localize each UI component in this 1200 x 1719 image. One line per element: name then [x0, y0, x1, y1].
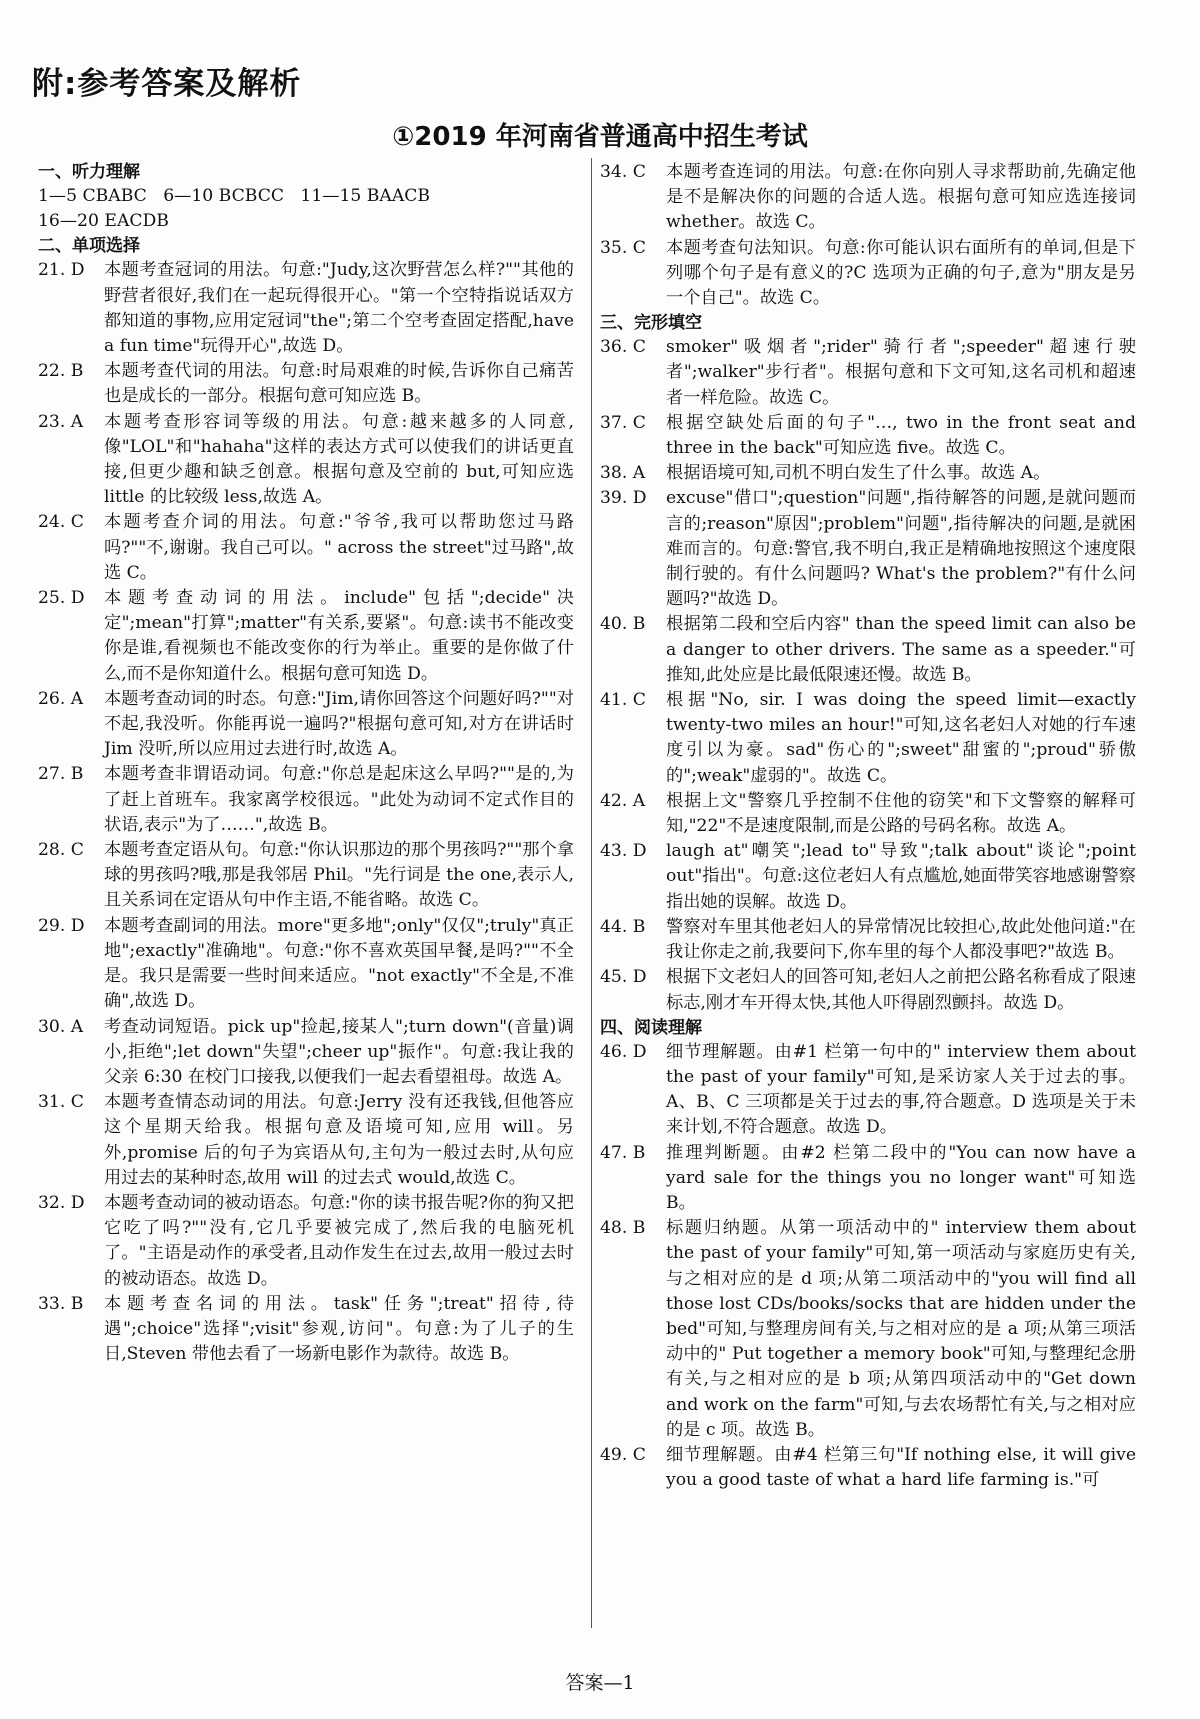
exam-title: ①2019 年河南省普通高中招生考试 — [392, 122, 808, 152]
answer-explanation: 本题考查定语从句。句意:"你认识那边的那个男孩吗?""那个拿球的男孩吗?哦,那是我邻居 Phil。"先行词是 the one,表示人,且关系词在定语从句中作主语,不能省略。故选 C。 — [104, 840, 574, 911]
answer-item — [600, 612, 1136, 688]
answer-item — [38, 359, 574, 409]
answer-number: 30. A — [38, 1016, 84, 1037]
answer-explanation: 本题考查情态动词的用法。句意:Jerry 没有还我钱,但他答应这个星期天给我。根据句意及语境可知,应用 will。另外,promise 后的句子为宾语从句,主句为一般过去时,从句应用过去的某种时态,故用 will 的过去式 would,故选 C。 — [104, 1092, 574, 1188]
answer-item — [38, 762, 574, 838]
answer-number: 24. C — [38, 512, 84, 533]
answer-item — [38, 1015, 574, 1091]
answer-item — [38, 1292, 574, 1368]
answer-item — [38, 510, 574, 586]
right-column — [600, 160, 1136, 1493]
cloze-list — [600, 335, 1136, 1015]
answer-explanation: 本题考查动词的时态。句意:"Jim,请你回答这个问题好吗?""对不起,我没听。你能再说一遍吗?"根据句意可知,对方在讲话时 Jim 没听,所以应用过去进行时,故选 A。 — [104, 688, 574, 760]
answer-number: 48. B — [600, 1218, 646, 1239]
answer-item — [600, 839, 1136, 915]
answer-item — [600, 688, 1136, 789]
answer-explanation: 本题考查句法知识。句意:你可能认识右面所有的单词,但是下列哪个句子是有意义的?C 选项为正确的句子,意为"朋友是另一个自己"。故选 C。 — [666, 237, 1136, 309]
answer-number: 47. B — [600, 1142, 646, 1163]
single-choice-list — [38, 258, 574, 1367]
answer-number: 40. B — [600, 614, 646, 635]
answer-item — [600, 789, 1136, 839]
single-choice-continued-list — [600, 160, 1136, 311]
answer-item — [600, 236, 1136, 312]
answer-explanation: 考查动词短语。pick up"捡起,接某人";turn down"(音量)调小,拒绝";let down"失望";cheer up"振作"。句意:我让我的父亲 6:30 在校门口接我,以便我们一起去看望祖母。故选 A。 — [104, 1016, 574, 1087]
page-number: 答案—1 — [565, 1672, 635, 1694]
answer-explanation: 本题考查介词的用法。句意:"爷爷,我可以帮助您过马路吗?""不,谢谢。我自己可以。" across the street"过马路",故选 C。 — [104, 512, 574, 583]
answer-explanation: smoker"吸烟者";rider"骑行者";speeder"超速行驶者";walker"步行者"。根据句意和下文可知,这名司机和超速者一样危险。故选 C。 — [666, 337, 1136, 408]
answer-number: 38. A — [600, 463, 646, 484]
column-divider — [591, 158, 592, 1628]
answer-item — [38, 1090, 574, 1191]
answer-item — [38, 410, 574, 511]
answer-item — [600, 486, 1136, 612]
answer-explanation: 细节理解题。由#1 栏第一句中的" interview them about the past of your family"可知,是采访家人关于过去的事。A、B、C 三项都是关于过去的事,符合题意。D 选项是关于未来计划,不符合题意。故选 D。 — [666, 1041, 1136, 1138]
answer-number: 41. C — [600, 690, 646, 711]
answer-explanation: 本题考查副词的用法。more"更多地";only"仅仅";truly"真正地";exactly"准确地"。句意:"你不喜欢英国早餐,是吗?""不全是。我只是需要一些时间来适应。"not exactly"不全是,不准确",故选 D。 — [104, 915, 574, 1012]
answer-item — [38, 838, 574, 914]
answer-item — [600, 160, 1136, 236]
answer-explanation: 细节理解题。由#4 栏第三句"If nothing else, it will give you a good taste of what a hard life farming is."可 — [666, 1444, 1136, 1491]
answer-number: 33. B — [38, 1293, 84, 1314]
answer-explanation: 根据第二段和空后内容" than the speed limit can also be a danger to other drivers. The same as a speeder."可推知,此处应是比最低限速还慢。故选 B。 — [666, 614, 1136, 685]
answer-explanation: 本题考查连词的用法。句意:在你向别人寻求帮助前,先确定他是不是解决你的问题的合适人选。根据句意可知应选连接词 whether。故选 C。 — [666, 162, 1136, 233]
answer-number: 25. D — [38, 588, 85, 609]
answer-item — [600, 1216, 1136, 1443]
answer-number: 35. C — [600, 237, 646, 258]
left-column — [38, 160, 574, 1367]
answer-item — [600, 1443, 1136, 1493]
answer-number: 23. A — [38, 411, 84, 432]
answer-number: 22. B — [38, 361, 84, 382]
answer-item — [38, 586, 574, 687]
answer-explanation: 根据上文"警察几乎控制不住他的窃笑"和下文警察的解释可知,"22"不是速度限制,而是公路的号码名称。故选 A。 — [666, 790, 1136, 837]
answer-explanation: 推理判断题。由#2 栏第二段中的"You can now have a yard sale for the things you no longer want"可知选 B。 — [666, 1142, 1136, 1213]
answer-number: 29. D — [38, 915, 85, 936]
answer-item — [38, 914, 574, 1015]
answer-item — [38, 1191, 574, 1292]
listening-answers-line-2: 16—20 EACDB — [38, 211, 169, 232]
answer-number: 36. C — [600, 337, 646, 358]
answer-number: 49. C — [600, 1444, 646, 1465]
answer-item — [600, 461, 1136, 486]
answer-number: 42. A — [600, 790, 646, 811]
answer-number: 21. D — [38, 260, 85, 281]
section-title-cloze: 三、完形填空 — [600, 313, 702, 334]
answer-explanation: 本题考查动词的被动语态。句意:"你的读书报告呢?你的狗又把它吃了吗?""没有,它几乎要被完成了,然后我的电脑死机了。"主语是动作的承受者,且动作发生在过去,故用一般过去时的被动语态。故选 D。 — [104, 1192, 574, 1289]
answer-explanation: laugh at"嘲笑";lead to"导致";talk about"谈论";point out"指出"。句意:这位老妇人有点尴尬,她面带笑容地感谢警察指出她的误解。故选 D。 — [666, 841, 1136, 912]
answer-number: 46. D — [600, 1041, 647, 1062]
answer-explanation: 根据语境可知,司机不明白发生了什么事。故选 A。 — [666, 463, 1051, 484]
answer-explanation: 警察对车里其他老妇人的异常情况比较担心,故此处他问道:"在我让你走之前,我要问下,你车里的每个人都没事吧?"故选 B。 — [666, 916, 1136, 963]
answer-explanation: 本题考查非谓语动词。句意:"你总是起床这么早吗?""是的,为了赶上首班车。我家离学校很远。"此处为动词不定式作目的状语,表示"为了……",故选 B。 — [104, 764, 574, 835]
answer-item — [600, 411, 1136, 461]
answer-number: 45. D — [600, 967, 647, 988]
answer-number: 43. D — [600, 841, 647, 862]
section-title-reading: 四、阅读理解 — [600, 1017, 702, 1038]
answer-item — [38, 687, 574, 763]
answer-number: 44. B — [600, 916, 646, 937]
answer-explanation: 本题考查名词的用法。task"任务";treat"招待,待遇";choice"选择";visit"参观,访问"。句意:为了儿子的生日,Steven 带他去看了一场新电影作为款待。故选 B。 — [104, 1293, 574, 1365]
answer-item — [600, 1141, 1136, 1217]
answer-number: 27. B — [38, 764, 84, 785]
answer-section-header: 附:参考答案及解析 — [32, 66, 302, 102]
answer-number: 34. C — [600, 162, 646, 182]
answer-item — [600, 915, 1136, 965]
answer-explanation: 根据下文老妇人的回答可知,老妇人之前把公路名称看成了限速标志,刚才车开得太快,其他人吓得剧烈颤抖。故选 D。 — [666, 967, 1136, 1013]
answer-number: 32. D — [38, 1192, 85, 1213]
answer-number: 26. A — [38, 688, 84, 709]
answer-number: 28. C — [38, 840, 84, 861]
answer-number: 31. C — [38, 1092, 84, 1113]
answer-explanation: 本题考查形容词等级的用法。句意:越来越多的人同意,像"LOL"和"hahaha"这样的表达方式可以使我们的讲话更直接,但更少趣和缺乏创意。根据句意及空前的 but,可知应选 little 的比较级 less,故选 A。 — [104, 411, 574, 508]
answer-explanation: 本题考查冠词的用法。句意:"Judy,这次野营怎么样?""其他的野营者很好,我们在一起玩得很开心。"第一个空特指说话双方都知道的事物,应用定冠词"the";第二个空考查固定搭配,have a fun time"玩得开心",故选 D。 — [104, 260, 574, 357]
reading-list — [600, 1040, 1136, 1494]
answer-item — [600, 335, 1136, 411]
answer-explanation: 本题考查代词的用法。句意:时局艰难的时候,告诉你自己痛苦也是成长的一部分。根据句意可知应选 B。 — [104, 361, 574, 407]
answer-explanation: 标题归纳题。从第一项活动中的" interview them about the past of your family"可知,第一项活动与家庭历史有关,与之相对应的是 d 项;从第二项活动中的"you will find all those lost CDs/books/socks that are hidden under the bed"可知,与整理房间有关,与之相对应的是 a 项;从第三项活动中的" Put together a memory book"可知,与整理纪念册有关,与之相对应的是 b 项;从第四项活动中的"Get down and work on the farm"可知,与去农场帮忙有关,与之相对应的是 c 项。故选 B。 — [666, 1218, 1136, 1440]
answer-explanation: 本题考查动词的用法。include"包括";decide"决定";mean"打算";matter"有关系,要紧"。句意:读书不能改变你是谁,看视频也不能改变你的行为举止。重要的是你做了什么,而不是你知道什么。根据句意可知选 D。 — [104, 588, 574, 684]
answer-explanation: 根据空缺处后面的句子"…, two in the front seat and three in the back"可知应选 five。故选 C。 — [666, 412, 1136, 459]
section-title-single-choice: 二、单项选择 — [38, 236, 140, 257]
answer-number: 37. C — [600, 412, 646, 433]
answer-explanation: excuse"借口";question"问题",指待解答的问题,是就问题而言的;reason"原因";problem"问题",指待解决的问题,是就困难而言的。句意:警官,我不明白,我正是精确地按照这个速度限制行驶的。有什么问题吗? What's the problem?"有什么问题吗?"故选 D。 — [666, 488, 1136, 610]
answer-item — [600, 1040, 1136, 1141]
answer-item — [600, 965, 1136, 1015]
section-title-listening: 一、听力理解 — [38, 162, 140, 182]
listening-answers-line-1: 1—5 CBABC 6—10 BCBCC 11—15 BAACB — [38, 186, 431, 206]
answer-item — [38, 258, 574, 359]
answer-number: 39. D — [600, 488, 647, 509]
answer-explanation: 根据"No, sir. I was doing the speed limit—exactly twenty-two miles an hour!"可知,这名老妇人对她的行车速度引以为豪。sad"伤心的";sweet"甜蜜的";proud"骄傲的";weak"虚弱的"。故选 C。 — [666, 690, 1136, 786]
